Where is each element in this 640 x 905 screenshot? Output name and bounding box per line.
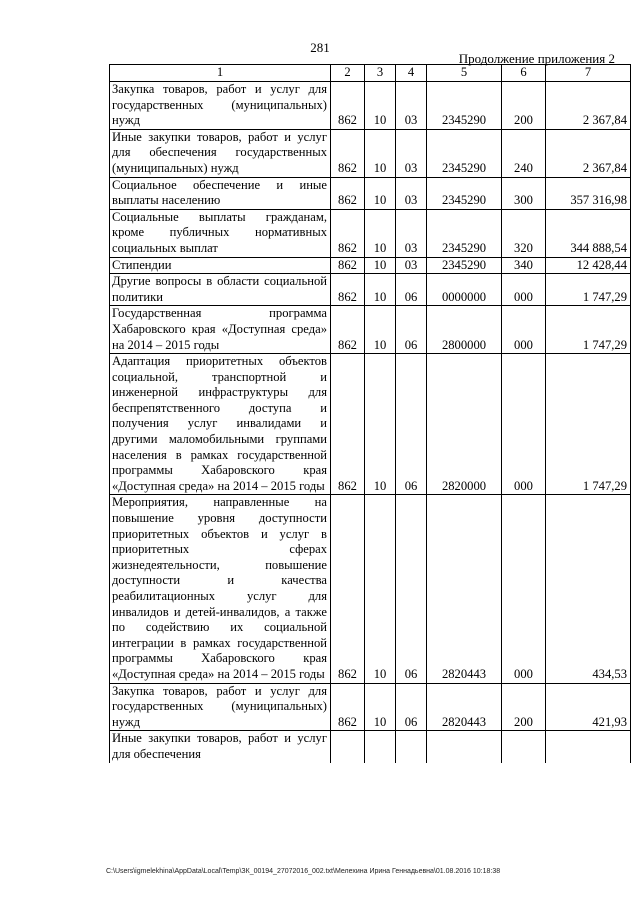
row-admin-code-cell: [331, 731, 365, 763]
row-amount-cell: 2 367,84: [546, 82, 631, 130]
row-expense-type-cell: [502, 731, 546, 763]
row-admin-code-cell: 862: [331, 257, 365, 274]
row-name-cell: Стипендии: [110, 257, 331, 274]
table-row: [110, 257, 631, 274]
row-admin-code-cell: 862: [331, 274, 365, 306]
row-target-article-cell: 2800000: [427, 306, 502, 354]
page-number: 281: [310, 40, 330, 55]
row-subsection-cell: 03: [396, 82, 427, 130]
row-amount-cell: 344 888,54: [546, 209, 631, 257]
table-row: [110, 306, 631, 354]
row-subsection-cell: [396, 731, 427, 763]
row-target-article-cell: 2345290: [427, 209, 502, 257]
row-target-article-cell: 0000000: [427, 274, 502, 306]
table-header-row: [110, 65, 631, 82]
row-target-article-cell: 2345290: [427, 257, 502, 274]
header-cell: 6: [502, 65, 546, 82]
row-amount-cell: [546, 731, 631, 763]
row-expense-type-cell: 320: [502, 209, 546, 257]
table-row: [110, 129, 631, 177]
row-subsection-cell: 03: [396, 177, 427, 209]
row-name-cell: Мероприятия, направленные на повышение уровня доступности приоритетных объектов и услуг в приоритетных сферах жизнедеятельности, повышение доступности и качества реабилитационных услуг для инвалидов и детей-инвалидов, а также по содействию их социальной интеграции в рамках государственной программы Хабаровского края «Доступная среда» на 2014 – 2015 годы: [110, 495, 331, 683]
row-amount-cell: 1 747,29: [546, 306, 631, 354]
row-section-cell: 10: [365, 354, 396, 495]
table-row: [110, 177, 631, 209]
header-cell: 2: [331, 65, 365, 82]
row-admin-code-cell: 862: [331, 129, 365, 177]
row-subsection-cell: 06: [396, 306, 427, 354]
row-target-article-cell: 2820443: [427, 683, 502, 731]
table-row: [110, 274, 631, 306]
row-section-cell: 10: [365, 129, 396, 177]
row-target-article-cell: 2820000: [427, 354, 502, 495]
row-expense-type-cell: 300: [502, 177, 546, 209]
header-cell: 4: [396, 65, 427, 82]
row-amount-cell: 357 316,98: [546, 177, 631, 209]
row-target-article-cell: 2345290: [427, 177, 502, 209]
table-row: [110, 731, 631, 763]
row-amount-cell: 434,53: [546, 495, 631, 683]
row-expense-type-cell: 000: [502, 354, 546, 495]
row-admin-code-cell: 862: [331, 209, 365, 257]
footer-file-path: C:\Users\igmelekhina\AppData\Local\Temp\ЗК_00194_27072016_002.txt\Мелехина Ирина Геннадьевна\01.08.2016 10:18:38: [106, 868, 501, 875]
row-subsection-cell: 06: [396, 354, 427, 495]
row-section-cell: 10: [365, 257, 396, 274]
table-row: [110, 495, 631, 683]
row-section-cell: 10: [365, 82, 396, 130]
row-subsection-cell: 06: [396, 683, 427, 731]
row-name-cell: Адаптация приоритетных объектов социальной, транспортной и инженерной инфраструктуры для беспрепятственного доступа и получения услуг инвалидами и другими маломобильными группами населения в рамках государственной программы Хабаровского края «Доступная среда» на 2014 – 2015 годы: [110, 354, 331, 495]
table-body: [110, 82, 631, 763]
table-row: [110, 683, 631, 731]
row-section-cell: [365, 731, 396, 763]
row-subsection-cell: 06: [396, 274, 427, 306]
row-amount-cell: 421,93: [546, 683, 631, 731]
header-cell: 1: [110, 65, 331, 82]
table-row: [110, 354, 631, 495]
row-name-cell: Иные закупки товаров, работ и услуг для обеспечения: [110, 731, 331, 763]
row-amount-cell: 2 367,84: [546, 129, 631, 177]
row-expense-type-cell: 240: [502, 129, 546, 177]
row-amount-cell: 1 747,29: [546, 274, 631, 306]
row-target-article-cell: 2345290: [427, 129, 502, 177]
continuation-label: Продолжение приложения 2: [458, 51, 615, 66]
row-subsection-cell: 03: [396, 257, 427, 274]
row-name-cell: Социальное обеспечение и иные выплаты населению: [110, 177, 331, 209]
row-admin-code-cell: 862: [331, 683, 365, 731]
row-subsection-cell: 03: [396, 129, 427, 177]
row-admin-code-cell: 862: [331, 82, 365, 130]
row-section-cell: 10: [365, 274, 396, 306]
budget-table: [109, 64, 631, 763]
table-row: [110, 82, 631, 130]
row-amount-cell: 1 747,29: [546, 354, 631, 495]
row-admin-code-cell: 862: [331, 354, 365, 495]
row-admin-code-cell: 862: [331, 177, 365, 209]
row-expense-type-cell: 340: [502, 257, 546, 274]
header-cell: 7: [546, 65, 631, 82]
row-target-article-cell: [427, 731, 502, 763]
row-section-cell: 10: [365, 495, 396, 683]
row-section-cell: 10: [365, 177, 396, 209]
row-expense-type-cell: 000: [502, 495, 546, 683]
row-section-cell: 10: [365, 306, 396, 354]
row-section-cell: 10: [365, 683, 396, 731]
row-target-article-cell: 2345290: [427, 82, 502, 130]
row-name-cell: Закупка товаров, работ и услуг для государственных (муниципальных) нужд: [110, 82, 331, 130]
row-name-cell: Закупка товаров, работ и услуг для государственных (муниципальных) нужд: [110, 683, 331, 731]
row-expense-type-cell: 000: [502, 274, 546, 306]
row-name-cell: Иные закупки товаров, работ и услуг для обеспечения государственных (муниципальных) нужд: [110, 129, 331, 177]
row-name-cell: Другие вопросы в области социальной политики: [110, 274, 331, 306]
row-expense-type-cell: 200: [502, 82, 546, 130]
row-target-article-cell: 2820443: [427, 495, 502, 683]
row-section-cell: 10: [365, 209, 396, 257]
row-expense-type-cell: 200: [502, 683, 546, 731]
row-amount-cell: 12 428,44: [546, 257, 631, 274]
row-subsection-cell: 06: [396, 495, 427, 683]
row-subsection-cell: 03: [396, 209, 427, 257]
table-row: [110, 209, 631, 257]
row-admin-code-cell: 862: [331, 495, 365, 683]
header-cell: 5: [427, 65, 502, 82]
row-name-cell: Социальные выплаты гражданам, кроме публичных нормативных социальных выплат: [110, 209, 331, 257]
header-cell: 3: [365, 65, 396, 82]
row-admin-code-cell: 862: [331, 306, 365, 354]
row-name-cell: Государственная программа Хабаровского края «Доступная среда» на 2014 – 2015 годы: [110, 306, 331, 354]
row-expense-type-cell: 000: [502, 306, 546, 354]
